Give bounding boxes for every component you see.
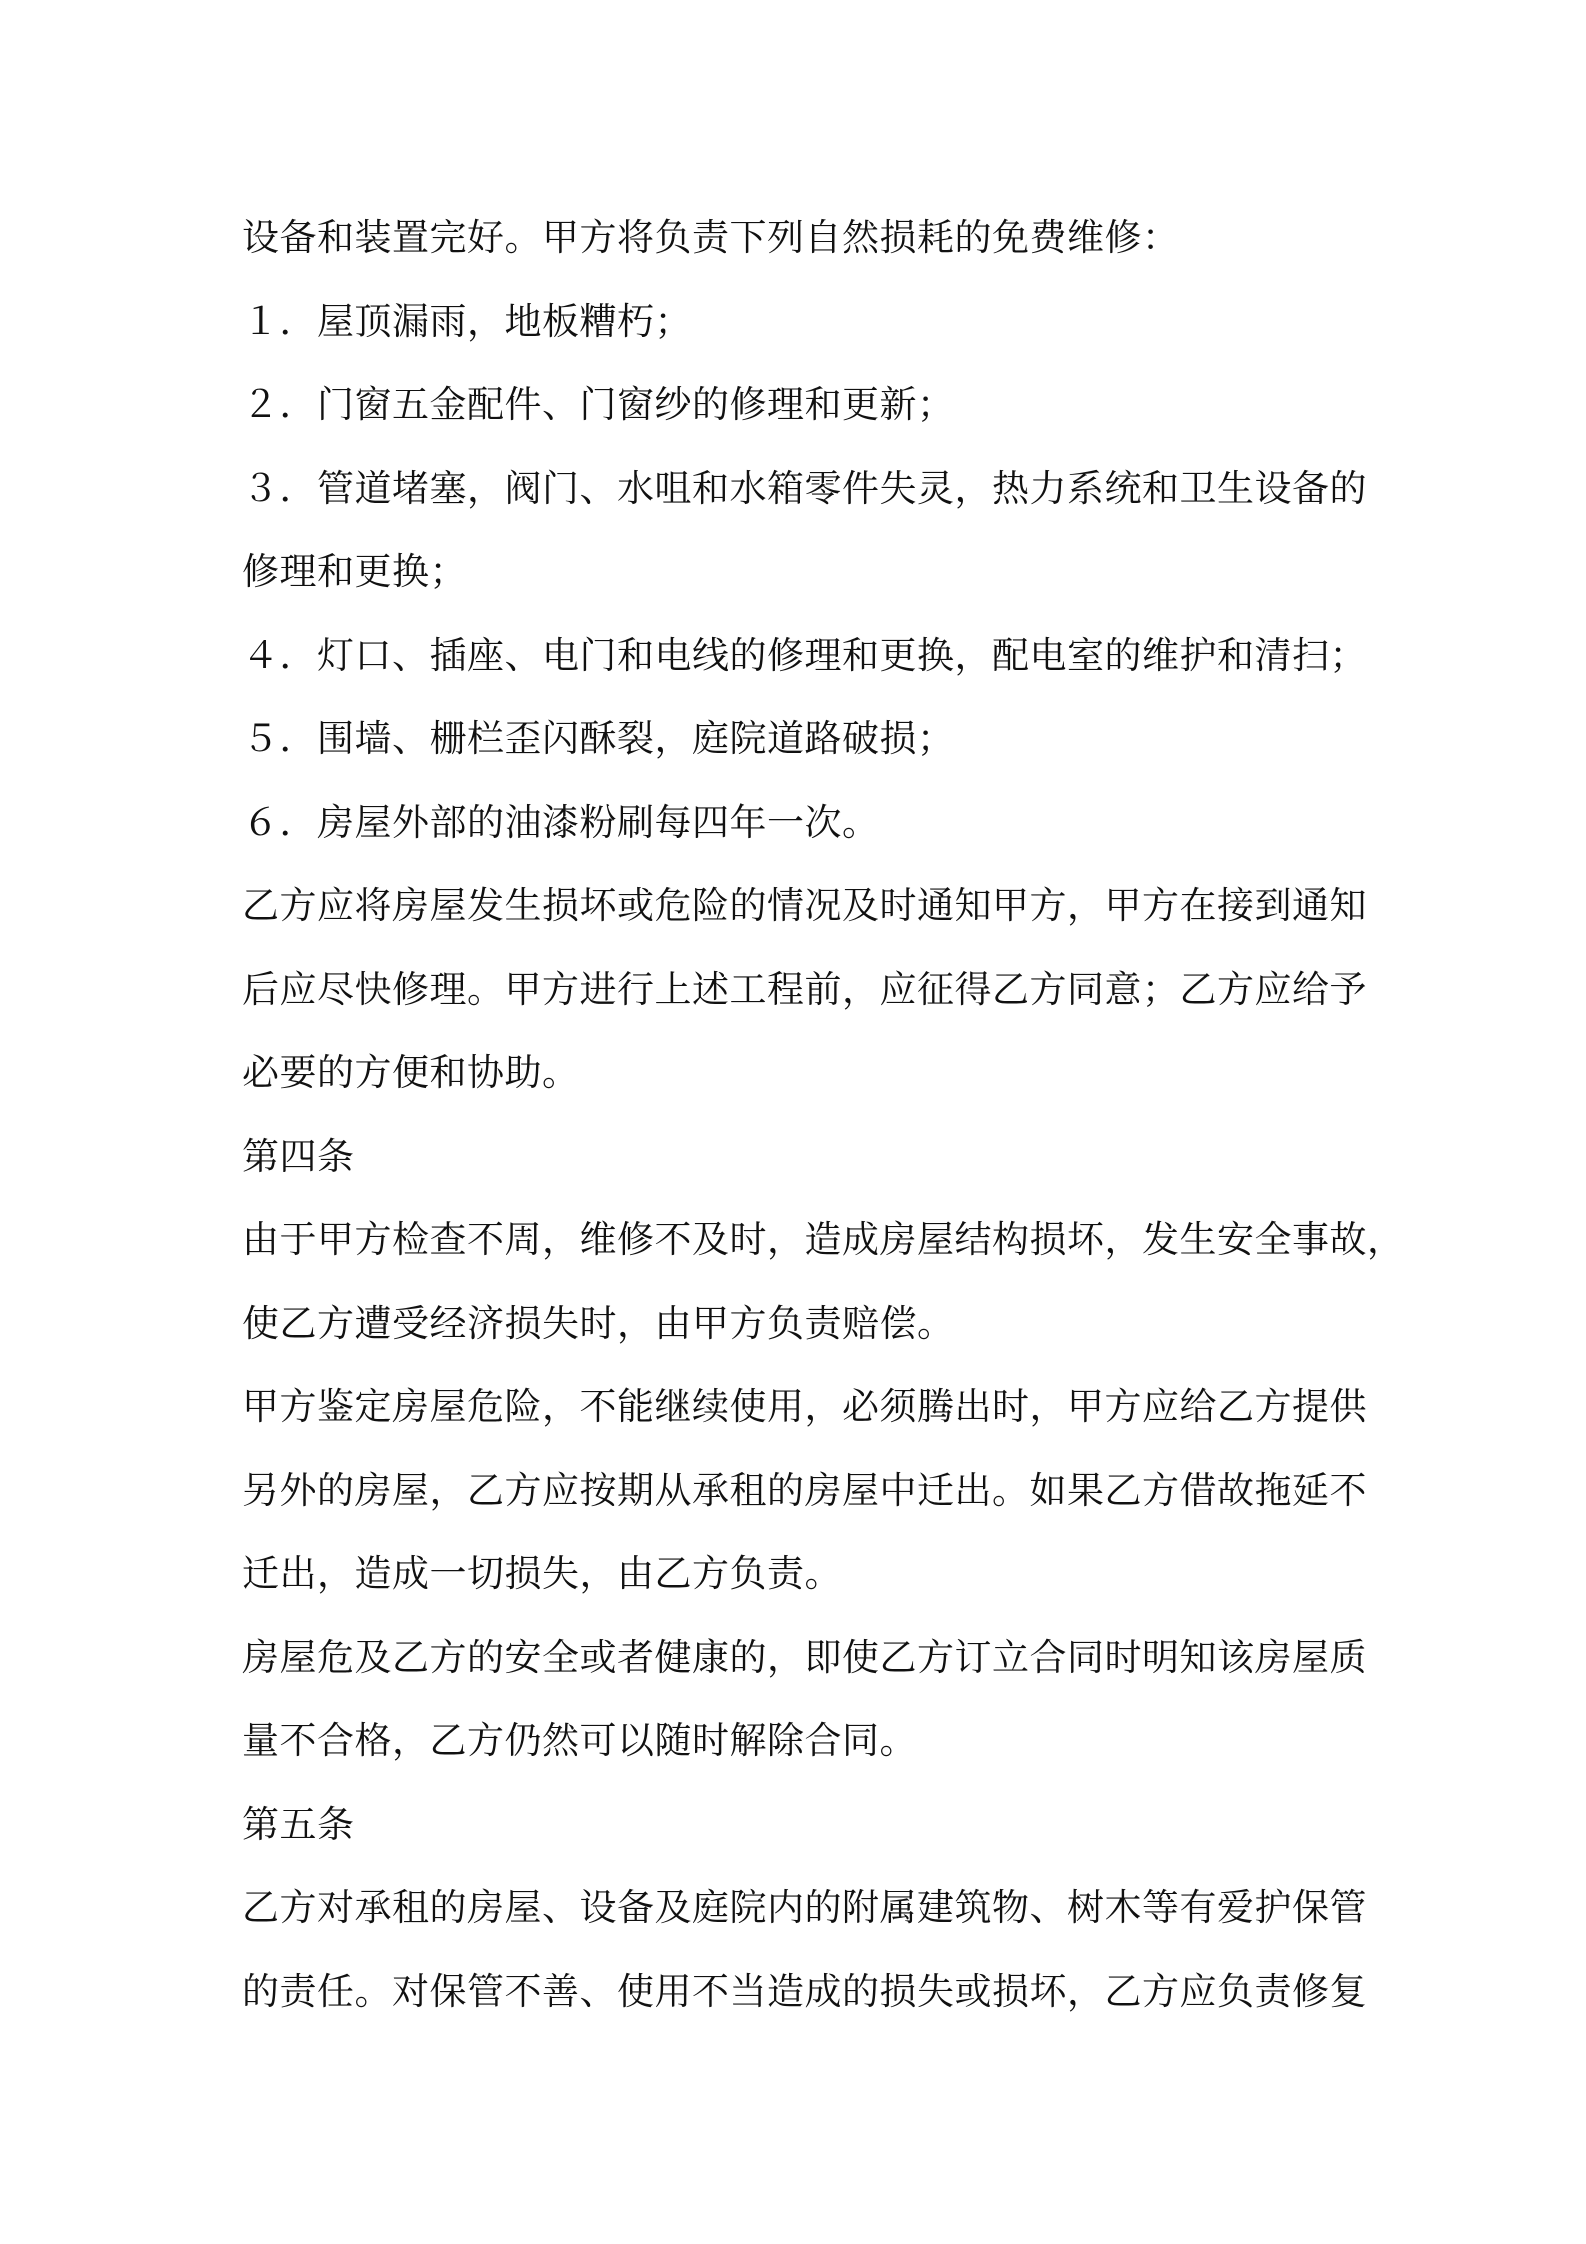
text-line: 乙方应将房屋发生损坏或危险的情况及时通知甲方，甲方在接到通知 [242,884,1367,927]
text-line: 后应尽快修理。甲方进行上述工程前，应征得乙方同意；乙方应给予 [242,967,1367,1011]
section-heading: 第四条 [242,1134,355,1178]
text-line: 修理和更换； [242,550,467,593]
section-heading: 第五条 [242,1802,355,1846]
text-line: 乙方对承租的房屋、设备及庭院内的附属建筑物、树木等有爱护保管 [242,1886,1367,1929]
list-item: ２．门窗五金配件、门窗纱的修理和更新； [242,383,955,426]
list-item: ６．房屋外部的油漆粉刷每四年一次。 [242,800,880,844]
text-line: 迁出，造成一切损失，由乙方负责。 [242,1552,842,1595]
text-line: 必要的方便和协助。 [242,1051,580,1094]
text-line: 使乙方遭受经济损失时，由甲方负责赔偿。 [242,1301,955,1345]
document-body [242,196,1405,2033]
text-line: 另外的房屋，乙方应按期从承租的房屋中迁出。如果乙方借故拖延不 [242,1468,1367,1512]
text-line: 量不合格，乙方仍然可以随时解除合同。 [242,1719,917,1762]
text-line: 设备和装置完好。甲方将负责下列自然损耗的免费维修： [242,216,1180,259]
list-item: ４．灯口、插座、电门和电线的修理和更换，配电室的维护和清扫； [242,633,1367,677]
list-item: ３．管道堵塞，阀门、水咀和水箱零件失灵，热力系统和卫生设备的 [242,466,1367,510]
list-item: １．屋顶漏雨，地板糟朽； [242,299,692,343]
text-line: 的责任。对保管不善、使用不当造成的损失或损坏，乙方应负责修复 [242,1969,1367,2013]
text-line: 房屋危及乙方的安全或者健康的，即使乙方订立合同时明知该房屋质 [242,1635,1367,1679]
text-line: 由于甲方检查不周，维修不及时，造成房屋结构损坏，发生安全事故， [242,1218,1405,1261]
text-line: 甲方鉴定房屋危险，不能继续使用，必须腾出时，甲方应给乙方提供 [242,1385,1367,1428]
list-item: ５．围墙、栅栏歪闪酥裂，庭院道路破损； [242,717,955,760]
